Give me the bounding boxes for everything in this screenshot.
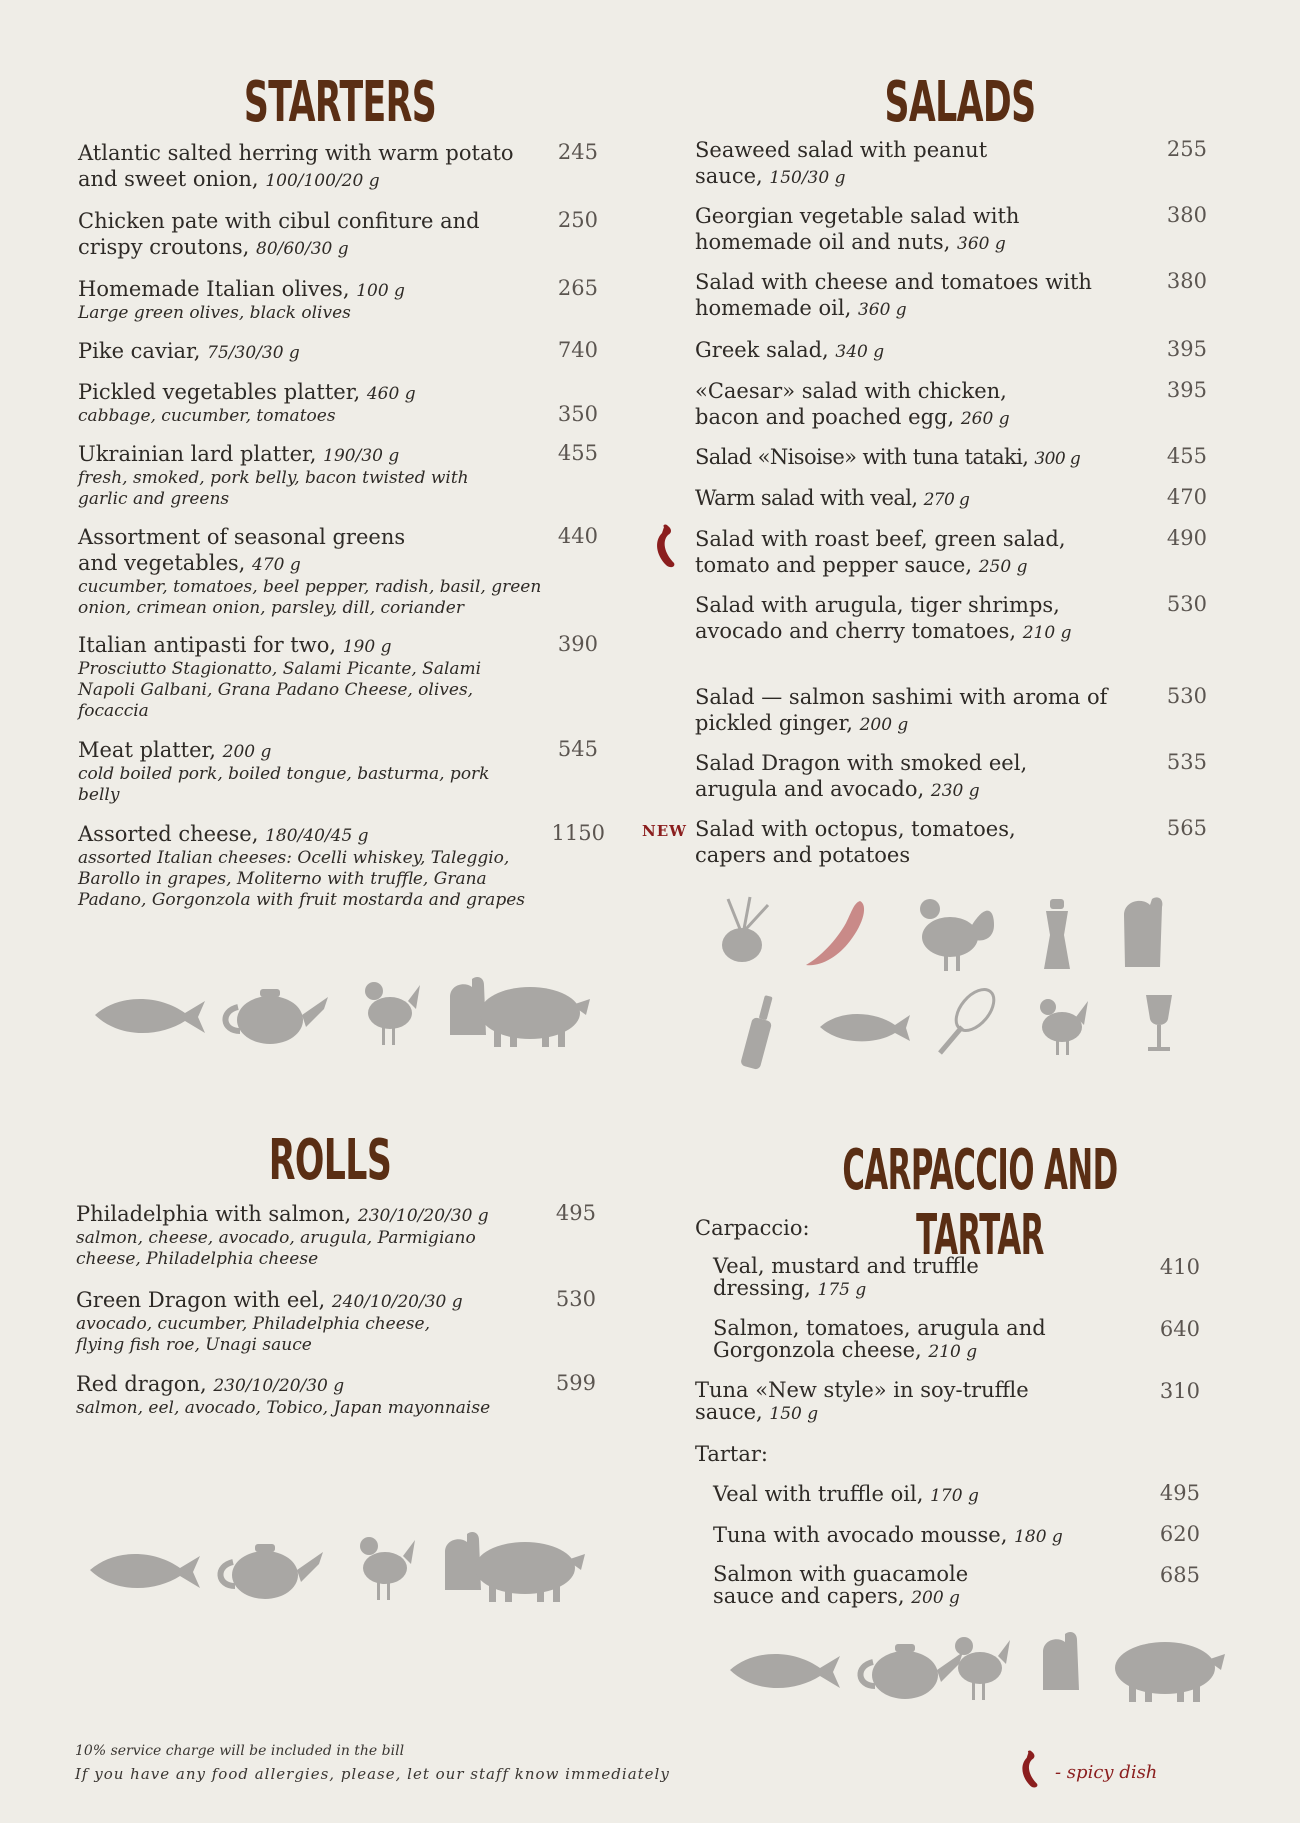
item-weight: 200 g (859, 715, 909, 735)
item-price: 310 (1159, 1379, 1200, 1403)
list-item (78, 524, 598, 632)
spicy-legend: - spicy dish (1055, 1762, 1158, 1783)
item-name: Seaweed salad with peanut sauce, (695, 138, 988, 188)
list-item (695, 526, 1207, 592)
item-price: 685 (1159, 1563, 1200, 1587)
item-name: Meat platter, (78, 738, 216, 762)
item-price: 455 (1166, 444, 1207, 468)
item-price: 565 (1166, 816, 1207, 840)
hen-icon (1040, 999, 1088, 1055)
pig-icon (475, 1542, 585, 1602)
item-name: Warm salad with veal, (695, 486, 918, 510)
item-name: Salad with cheese and tomatoes with homemade oil, (695, 270, 1092, 320)
list-item (76, 1287, 596, 1371)
list-item (78, 379, 598, 441)
list-item (713, 1563, 1205, 1625)
item-weight: 100 g (356, 281, 405, 301)
item-name: Italian antipasti for two, (78, 633, 337, 657)
item-weight: 230/10/20/30 g (213, 1376, 345, 1396)
list-item (713, 1317, 1205, 1379)
item-description: cabbage, cucumber, tomatoes (78, 406, 336, 426)
list-item (78, 276, 598, 338)
list-item (713, 1481, 1205, 1522)
item-weight: 230 g (930, 781, 980, 801)
item-name: Pickled vegetables platter, (78, 380, 361, 404)
item-description: salmon, cheese, avocado, arugula, Parmigiano cheese, Philadelphia cheese (76, 1228, 476, 1269)
item-weight: 200 g (911, 1588, 960, 1608)
list-item (78, 737, 598, 821)
carpaccio-label: Carpaccio: (695, 1216, 810, 1240)
oven-mitt-icon (1124, 897, 1162, 967)
oven-mitt-icon (1043, 1632, 1079, 1690)
item-weight: 100/100/20 g (265, 171, 380, 191)
item-weight: 80/60/30 g (256, 239, 349, 259)
item-description: cold boiled pork, boiled tongue, basturma, pork belly (78, 764, 490, 805)
item-weight: 180/40/45 g (265, 826, 369, 846)
list-item (695, 444, 1207, 485)
list-item (695, 750, 1207, 816)
item-price: 599 (555, 1371, 596, 1395)
item-name: Salad with arugula, tiger shrimps, avocado and cherry tomatoes, (695, 593, 1060, 643)
carpaccio-heading: CARPACCIO AND TARTAR (842, 1138, 1118, 1268)
fish-icon (95, 999, 205, 1033)
item-weight: 170 g (930, 1486, 979, 1506)
item-price: 455 (557, 441, 598, 465)
item-price: 255 (1166, 137, 1207, 161)
item-price: 530 (1166, 684, 1207, 708)
rooster-icon (920, 899, 994, 971)
item-name: Ukrainian lard platter, (78, 442, 317, 466)
teapot-icon (220, 1544, 323, 1599)
item-weight: 360 g (957, 234, 1006, 254)
salads-list (695, 137, 1207, 882)
list-item (713, 1255, 1205, 1317)
item-description: avocado, cucumber, Philadelphia cheese, flying fish roe, Unagi sauce (76, 1314, 430, 1355)
item-price: 620 (1159, 1522, 1200, 1546)
starters-icon-row (90, 975, 590, 1050)
item-description: fresh, smoked, pork belly, bacon twisted with garlic and greens (78, 468, 469, 509)
item-price: 495 (1159, 1481, 1200, 1505)
onion-icon (722, 897, 768, 962)
item-name: Green Dragon with eel, (76, 1288, 326, 1312)
salads-heading: SALADS (884, 70, 1036, 135)
item-weight: 340 g (835, 342, 885, 362)
item-price: 410 (1159, 1255, 1200, 1279)
rolls-list (76, 1201, 596, 1431)
pig-icon (480, 987, 590, 1047)
item-description: salmon, eel, avocado, Tobico, Japan mayonnaise (76, 1398, 491, 1418)
item-name: Red dragon, (76, 1372, 207, 1396)
bottle-icon (740, 994, 778, 1071)
item-price: 380 (1166, 203, 1207, 227)
list-item (713, 1522, 1205, 1563)
item-weight: 175 g (817, 1280, 867, 1300)
carpaccio-list (695, 1215, 1205, 1625)
item-description: assorted Italian cheeses: Ocelli whiskey, Taleggio, Barollo in grapes, Moliterno with truffle, Grana Padano, Gorgonzola with fruit mostarda and grapes (78, 848, 525, 910)
item-name: Assorted cheese, (78, 822, 259, 846)
item-weight: 210 g (1022, 623, 1072, 643)
item-weight: 180 g (1014, 1527, 1063, 1547)
list-item (695, 378, 1207, 444)
list-item (78, 338, 598, 379)
item-weight: 270 g (923, 490, 970, 510)
item-price: 535 (1166, 750, 1207, 774)
item-weight: 240/10/20/30 g (331, 1292, 463, 1312)
item-weight: 460 g (366, 384, 416, 404)
item-weight: 470 g (252, 555, 301, 575)
chili-pepper-icon (806, 901, 864, 965)
item-name: Salad — salmon sashimi with aroma of pickled ginger, (695, 685, 1108, 735)
item-name: Salad «Nisoise» with tuna tataki, (695, 445, 1029, 469)
rolls-icon-row (85, 1530, 585, 1605)
item-weight: 150/30 g (769, 168, 846, 188)
item-price: 390 (557, 632, 598, 656)
new-badge: NEW (642, 822, 687, 840)
item-name: Philadelphia with salmon, (76, 1202, 352, 1226)
chili-pepper-icon (1018, 1748, 1044, 1792)
list-item (76, 1371, 596, 1431)
item-price: 470 (1166, 485, 1207, 509)
item-price: 640 (1159, 1317, 1200, 1341)
item-weight: 260 g (960, 409, 1010, 429)
item-description: Prosciutto Stagionatto, Salami Picante, Salami Napoli Galbani, Grana Padano Cheese, olives, focaccia (78, 659, 482, 721)
list-item (695, 485, 1207, 526)
list-item (78, 441, 598, 524)
carpaccio-icon-row (725, 1630, 1225, 1705)
list-item (695, 1379, 1205, 1441)
list-item (695, 816, 1207, 882)
allergy-note: If you have any food allergies, please, let our staff know immediately (75, 1765, 670, 1783)
list-item (78, 140, 598, 208)
item-weight: 75/30/30 g (207, 343, 300, 363)
item-price: 545 (557, 737, 598, 761)
item-price: 1150 (551, 821, 605, 845)
oven-mitt-icon (445, 1532, 481, 1590)
item-weight: 150 g (769, 1404, 819, 1424)
item-price: 440 (557, 524, 598, 548)
item-weight: 190 g (342, 637, 392, 657)
list-item (695, 203, 1207, 269)
item-price: 350 (557, 402, 598, 426)
tartar-label: Tartar: (695, 1442, 769, 1466)
item-name: Georgian vegetable salad with homemade oil and nuts, (695, 204, 1020, 254)
item-name: Chicken pate with cibul confiture and crispy croutons, (78, 209, 480, 259)
item-name: Pike caviar, (78, 339, 201, 363)
list-item (78, 632, 598, 737)
item-weight: 200 g (222, 742, 272, 762)
item-price: 740 (557, 338, 598, 362)
item-weight: 230/10/20/30 g (357, 1206, 489, 1226)
pepper-mill-icon (1044, 899, 1070, 969)
item-name: Tuna «New style» in soy-truffle sauce, (695, 1378, 1029, 1424)
item-price: 265 (557, 276, 598, 300)
item-name: Veal with truffle oil, (713, 1482, 924, 1506)
item-name: «Caesar» salad with chicken, bacon and poached egg, (695, 379, 1007, 429)
item-name: Salad with roast beef, green salad, tomato and pepper sauce, (695, 527, 1066, 577)
item-price: 530 (1166, 592, 1207, 616)
hen-icon (360, 1537, 415, 1600)
item-weight: 190/30 g (323, 446, 400, 466)
rolls-heading: ROLLS (268, 1128, 392, 1193)
list-item (78, 208, 598, 276)
item-description: Large green olives, black olives (78, 303, 351, 323)
chili-pepper-icon (652, 523, 682, 571)
service-charge-note: 10% service charge will be included in the bill (75, 1743, 405, 1759)
item-name: Salmon, tomatoes, arugula and Gorgonzola cheese, (713, 1316, 1046, 1362)
item-description: cucumber, tomatoes, beel pepper, radish, basil, green onion, crimean onion, parsley, dill, coriander (78, 577, 542, 618)
item-name: Tuna with avocado mousse, (713, 1523, 1008, 1547)
item-price: 530 (555, 1287, 596, 1311)
item-name: Salad with octopus, tomatoes, capers and potatoes (695, 817, 1016, 867)
item-price: 495 (555, 1201, 596, 1225)
item-weight: 210 g (928, 1342, 978, 1362)
fish-icon (730, 1654, 840, 1688)
fish-icon (820, 1014, 910, 1041)
hen-icon (365, 982, 420, 1045)
item-weight: 360 g (857, 300, 907, 320)
item-name: Veal, mustard and truffle dressing, (713, 1254, 979, 1300)
list-item (695, 269, 1207, 337)
list-item (76, 1201, 596, 1287)
salads-icon-grid (710, 895, 1190, 1075)
list-item (695, 337, 1207, 378)
item-weight: 300 g (1034, 449, 1081, 469)
fish-icon (90, 1554, 200, 1588)
oven-mitt-icon (450, 977, 486, 1035)
list-item (78, 821, 605, 931)
item-price: 395 (1166, 378, 1207, 402)
item-name: Greek salad, (695, 338, 829, 362)
teapot-icon (225, 989, 328, 1044)
item-name: Salmon with guacamole sauce and capers, (713, 1562, 969, 1608)
wine-glass-icon (1146, 995, 1172, 1051)
item-price: 490 (1166, 526, 1207, 550)
starters-list (78, 140, 605, 931)
whisk-icon (940, 983, 1001, 1053)
list-item (695, 592, 1207, 684)
item-weight: 250 g (978, 557, 1028, 577)
teapot-icon (860, 1644, 963, 1699)
pig-icon (1115, 1642, 1225, 1702)
item-name: Salad Dragon with smoked eel, arugula and avocado, (695, 751, 1028, 801)
list-item (695, 684, 1207, 750)
item-price: 380 (1166, 269, 1207, 293)
item-price: 395 (1166, 337, 1207, 361)
item-name: Atlantic salted herring with warm potato and sweet onion, (78, 141, 514, 191)
starters-heading: STARTERS (243, 70, 437, 135)
item-price: 250 (557, 208, 598, 232)
list-item (695, 137, 1207, 203)
hen-icon (955, 1637, 1010, 1700)
item-name: Homemade Italian olives, (78, 277, 350, 301)
item-name: Assortment of seasonal greens and vegetables, (78, 525, 406, 575)
item-price: 245 (557, 140, 598, 164)
